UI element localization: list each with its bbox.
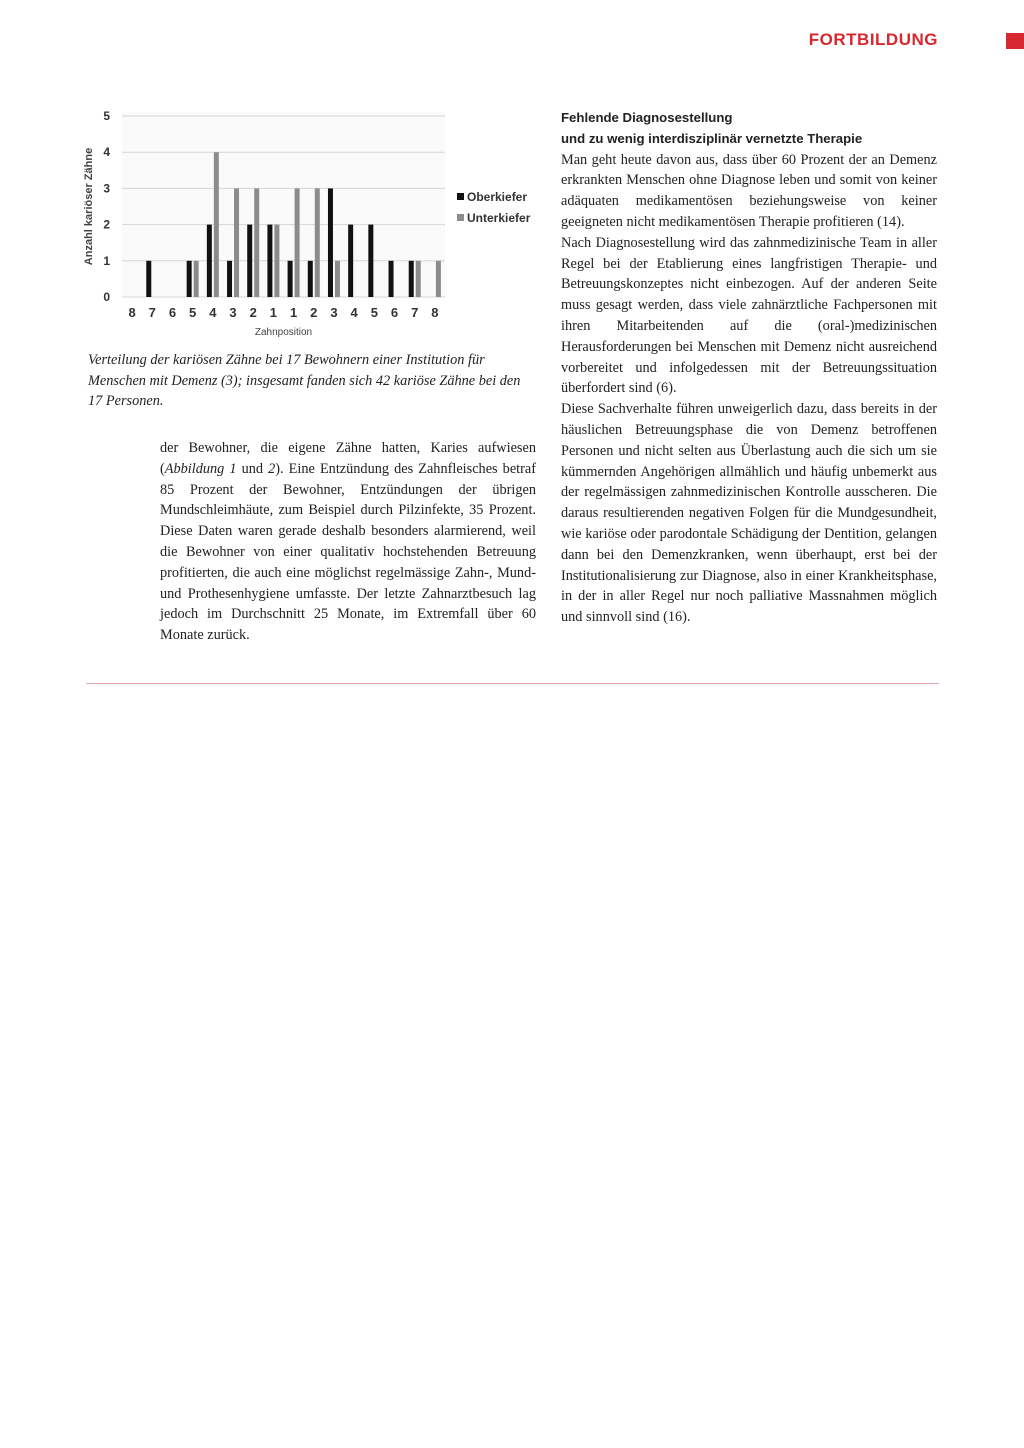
x-tick-label: 7 — [148, 305, 156, 320]
bar-oberkiefer — [207, 225, 212, 297]
paragraph-3: Diese Sachverhalte führen unweigerlich dazu, dass bereits in der häuslichen Betreuungsphase die von Demenz betroffenen Personen und nicht selten aus Überlastung auch die sich um sie kümmernden Angehörigen allmählich und häufig unbemerkt aus der regelmässigen zahnmedizinischen Kontrolle ausscheren. Die daraus resultierenden negativen Folgen für die Mundgesundheit, wie kariöse oder parodontale Schädigung der Dentition, gelangen dann bei den Demenzkranken, wenn überhaupt, erst bei der Institutionalisierung zur Diagnose, also in einer Krankheitsphase, in der in aller Regel nur noch palliative Massnahmen möglich und sinnvoll sind (16). — [561, 401, 937, 626]
x-tick-label: 3 — [330, 305, 338, 320]
paragraph-2: Nach Diagnosestellung wird das zahnmedizinische Team in aller Regel bei der Etablierung eines langfristigen Therapie- und Betreuungskonzeptes nicht einbezogen. Auf der anderen Seite muss gesagt werden, dass viele zahnärztliche Fachpersonen mit ihren Mitarbeitenden auf die (oral-)medizinischen Herausforderungen bei Menschen mit Demenz nicht ausreichend vorbereitet und infolgedessen mit der Betreuungssituation überfordert sind (6). — [561, 234, 937, 397]
x-tick-label: 8 — [128, 305, 136, 320]
section-label: FORTBILDUNG — [808, 30, 938, 49]
y-tick-label: 1 — [103, 253, 110, 268]
x-tick-label: 7 — [411, 305, 419, 320]
x-axis-label: Zahnposition — [254, 327, 313, 338]
bar-oberkiefer — [409, 261, 414, 297]
bar-oberkiefer — [247, 225, 252, 297]
bar-unterkiefer — [335, 261, 340, 297]
bar-unterkiefer — [274, 225, 279, 297]
heading-line-1: Fehlende Diagnosestellung — [561, 110, 733, 125]
bar-unterkiefer — [254, 188, 259, 297]
x-tick-label: 1 — [289, 305, 298, 320]
y-tick-label: 4 — [103, 145, 110, 160]
divider-line — [86, 683, 939, 684]
y-tick-label: 5 — [103, 109, 110, 123]
legend-swatch — [457, 214, 464, 221]
bar-oberkiefer — [267, 225, 272, 297]
paragraph-1: Man geht heute davon aus, dass über 60 Prozent der an Demenz erkrankten Menschen ohne Diagnose leben und somit von keiner adäquaten medikamentösen beziehungsweise von keiner geeigneten nicht medikamentösen Therapie profitieren (14). — [561, 151, 937, 230]
bar-oberkiefer — [308, 261, 313, 297]
bar-unterkiefer — [315, 188, 320, 297]
x-tick-label: 1 — [269, 305, 278, 320]
bar-oberkiefer — [146, 261, 151, 297]
left-text-2: und — [236, 460, 269, 477]
x-tick-label: 3 — [229, 305, 237, 320]
x-tick-label: 4 — [350, 305, 358, 320]
section-marker — [1006, 33, 1024, 49]
x-tick-label: 2 — [249, 305, 257, 320]
x-tick-label: 4 — [209, 305, 217, 320]
section-heading — [561, 108, 937, 150]
figure-caption: Verteilung der kariösen Zähne bei 17 Bewohnern einer Institution für Menschen mit Demenz (3); insgesamt fanden sich 42 kariöse Zähne bei den 17 Personen. — [88, 352, 521, 409]
caries-bar-chart — [80, 100, 540, 345]
bar-oberkiefer — [227, 261, 232, 297]
bar-oberkiefer — [288, 261, 293, 297]
y-tick-label: 3 — [103, 181, 110, 196]
heading-line-2: und zu wenig interdisziplinär vernetzte Therapie — [561, 130, 863, 146]
left-text-1: der Bewohner, die eigene Zähne hatten, Karies aufwiesen ( — [160, 440, 536, 477]
y-axis-label: Anzahl kariöser Zähne — [83, 147, 95, 266]
figure-reference-1: Abbildung 1 — [164, 460, 237, 477]
y-tick-label: 2 — [103, 217, 110, 232]
bar-oberkiefer — [187, 261, 192, 297]
left-paragraph — [160, 438, 536, 646]
x-tick-label: 5 — [189, 305, 197, 320]
bar-unterkiefer — [194, 261, 199, 297]
bar-oberkiefer — [348, 225, 353, 297]
bar-oberkiefer — [389, 261, 394, 297]
legend-swatch — [457, 193, 464, 200]
x-tick-label: 2 — [310, 305, 318, 320]
bar-oberkiefer — [368, 225, 373, 297]
left-column — [160, 438, 536, 646]
left-text-3: ). Eine Entzündung des Zahnfleisches betraf 85 Prozent der Bewohner, Entzündungen der übrigen Mundschleimhäute, zum Beispiel durch Pilzinfekte, 35 Prozent. Diese Daten waren gerade deshalb besonders alarmierend, weil die Bewohner von einer qualitativ hochstehenden Betreuung profitierten, die auch eine möglichst regelmässige Zahn-, Mund- und Prothesenhygiene umfasste. Der letzte Zahnarztbesuch lag jedoch im Durchschnitt 25 Monate, im Extremfall über 60 Monate zurück. — [160, 460, 537, 644]
plot-area — [122, 112, 445, 297]
bar-unterkiefer — [436, 261, 441, 297]
x-tick-label: 6 — [390, 305, 399, 320]
figure-reference-2: 2 — [268, 460, 276, 477]
x-tick-label: 8 — [431, 305, 439, 320]
bar-unterkiefer — [295, 188, 300, 297]
y-tick-label: 0 — [103, 290, 110, 304]
bar-oberkiefer — [328, 188, 333, 297]
x-tick-label: 6 — [168, 305, 177, 320]
right-column — [561, 108, 937, 628]
legend-label: Unterkiefer — [467, 211, 531, 225]
legend-label: Oberkiefer — [467, 190, 528, 204]
bar-unterkiefer — [234, 188, 239, 297]
bar-unterkiefer — [214, 152, 219, 297]
bar-unterkiefer — [416, 261, 421, 297]
x-tick-label: 5 — [370, 305, 378, 320]
